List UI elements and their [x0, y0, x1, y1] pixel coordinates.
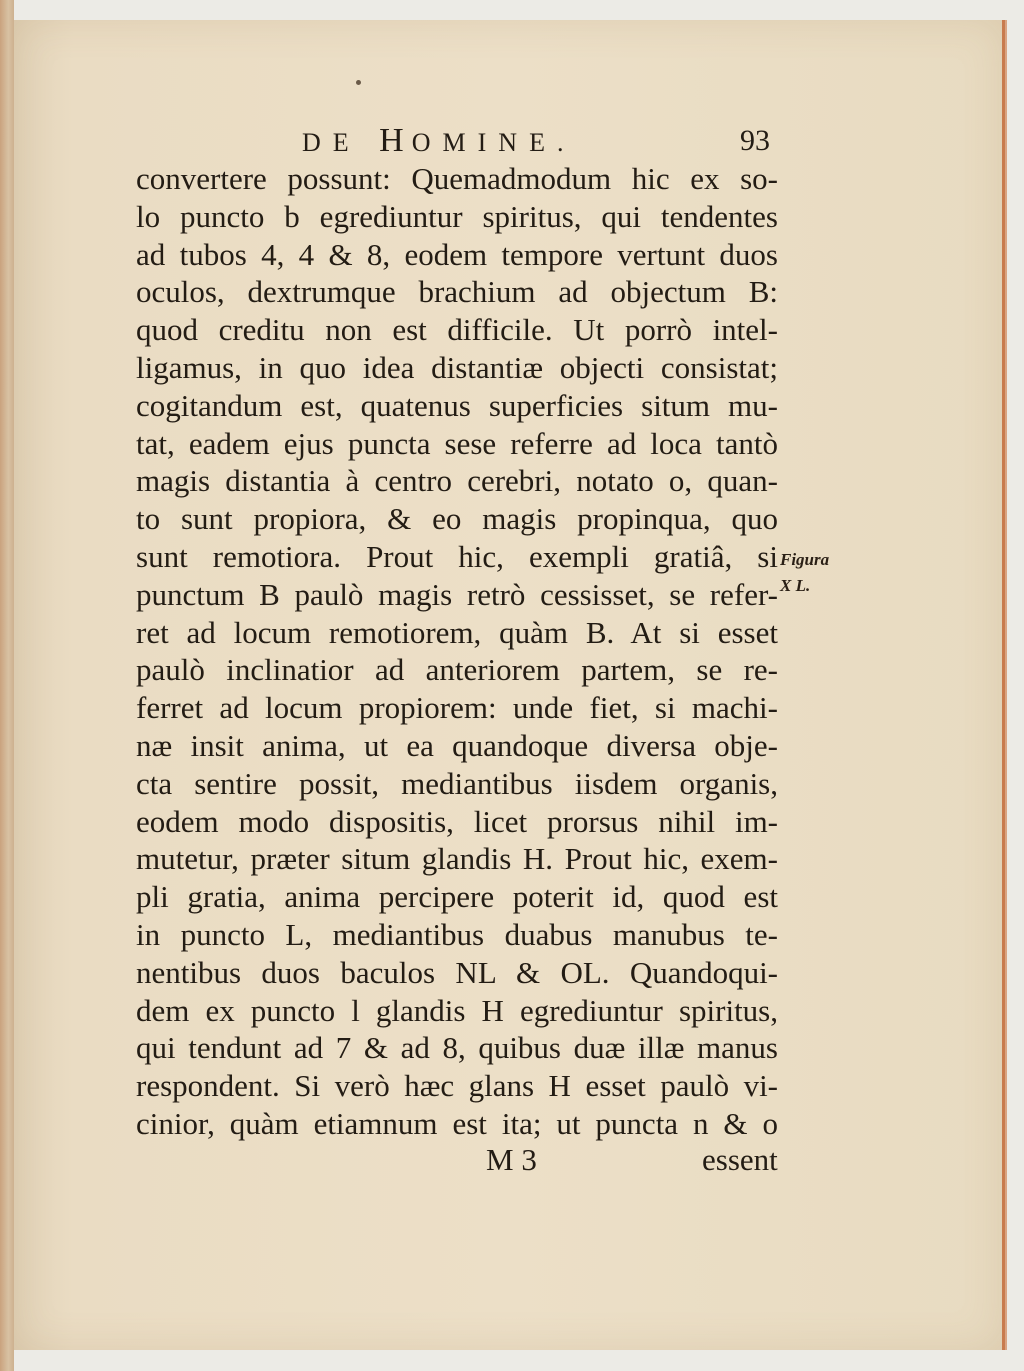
text-line: mutetur, præter situm glandis H. Prout hic, exem- [136, 841, 778, 877]
text-line: ligamus, in quo idea distantiæ objecti consistat; [136, 349, 778, 385]
text-line: eodem modo dispositis, licet prorsus nihil im- [136, 803, 778, 839]
running-head: DE HOMINE. [302, 122, 576, 159]
catchword: essent [702, 1142, 778, 1177]
margin-note [780, 547, 829, 599]
margin-note-line: Figura [780, 550, 830, 569]
text-line: magis distantia à centro cerebri, notato o, quan- [136, 463, 778, 499]
text-line: respondent. Si verò hæc glans H esset paulò vi- [136, 1068, 778, 1104]
text-line: sunt remotiora. Prout hic, exempli gratiâ, si [136, 538, 778, 574]
text-line: cogitandum est, quatenus superficies situm mu- [136, 387, 778, 423]
text-line: punctum B paulò magis retrò cessisset, se refer- [136, 576, 778, 612]
text-line: convertere possunt: Quemadmodum hic ex so- [136, 161, 778, 196]
margin-note-line: X L. [780, 576, 811, 595]
text-line: cta sentire possit, mediantibus iisdem organis, [136, 765, 778, 801]
signature-mark: M 3 [486, 1142, 537, 1177]
text-line: qui tendunt ad 7 & ad 8, quibus duæ illæ manus [136, 1030, 778, 1066]
text-line: ferret ad locum propiorem: unde fiet, si machi- [136, 690, 778, 726]
ink-speck [356, 80, 361, 85]
previous-page-edge [0, 0, 14, 1371]
text-line: nentibus duos baculos NL & OL. Quandoqui- [136, 954, 778, 990]
text-line: oculos, dextrumque brachium ad objectum B: [136, 274, 778, 310]
text-line: cinior, quàm etiamnum est ita; ut puncta n & o [136, 1105, 778, 1141]
text-line: in puncto L, mediantibus duabus manubus te- [136, 916, 778, 952]
book-page [14, 20, 1005, 1350]
text-line: to sunt propiora, & eo magis propinqua, quo [136, 501, 778, 537]
text-line: tat, eadem ejus puncta sese referre ad loca tantò [136, 425, 778, 461]
text-line: paulò inclinatior ad anteriorem partem, se re- [136, 652, 778, 688]
text-line: quod creditu non est difficile. Ut porrò intel- [136, 312, 778, 348]
text-line: pli gratia, anima percipere poterit id, quod est [136, 879, 778, 915]
text-line: ad tubos 4, 4 & 8, eodem tempore vertunt duos [136, 236, 778, 272]
page-number: 93 [740, 124, 770, 157]
text-line: ret ad locum remotiorem, quàm B. At si esset [136, 614, 778, 650]
text-line: dem ex puncto l glandis H egrediuntur spiritus, [136, 992, 778, 1028]
text-line: næ insit anima, ut ea quandoque diversa obje- [136, 727, 778, 763]
body-text [136, 160, 778, 1143]
text-line: lo puncto b egrediuntur spiritus, qui tendentes [136, 198, 778, 234]
